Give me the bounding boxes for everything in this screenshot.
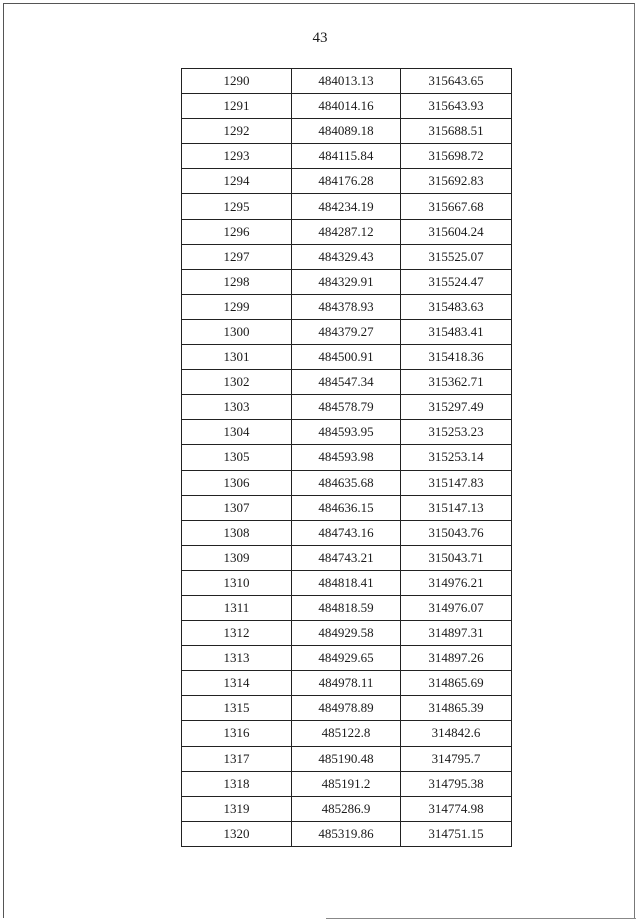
y-coordinate-cell: 314897.26: [401, 646, 512, 671]
point-number-cell: 1311: [182, 595, 292, 620]
x-coordinate-cell: 484379.27: [292, 319, 401, 344]
y-coordinate-cell: 314865.69: [401, 671, 512, 696]
y-coordinate-cell: 315362.71: [401, 370, 512, 395]
x-coordinate-cell: 484743.21: [292, 545, 401, 570]
point-number-cell: 1317: [182, 746, 292, 771]
y-coordinate-cell: 315043.71: [401, 545, 512, 570]
x-coordinate-cell: 484500.91: [292, 345, 401, 370]
y-coordinate-cell: 315418.36: [401, 345, 512, 370]
table-row: [182, 395, 512, 420]
x-coordinate-cell: 484635.68: [292, 470, 401, 495]
bottom-edge-line: [326, 918, 636, 919]
y-coordinate-cell: 315043.76: [401, 520, 512, 545]
y-coordinate-cell: 314751.15: [401, 821, 512, 846]
point-number-cell: 1312: [182, 621, 292, 646]
table-row: [182, 194, 512, 219]
x-coordinate-cell: 484013.13: [292, 69, 401, 94]
table-row: [182, 94, 512, 119]
y-coordinate-cell: 315604.24: [401, 219, 512, 244]
point-number-cell: 1299: [182, 294, 292, 319]
point-number-cell: 1300: [182, 319, 292, 344]
y-coordinate-cell: 314897.31: [401, 621, 512, 646]
point-number-cell: 1319: [182, 796, 292, 821]
point-number-cell: 1291: [182, 94, 292, 119]
point-number-cell: 1306: [182, 470, 292, 495]
point-number-cell: 1314: [182, 671, 292, 696]
point-number-cell: 1298: [182, 269, 292, 294]
table-row: [182, 319, 512, 344]
x-coordinate-cell: 484234.19: [292, 194, 401, 219]
table-row: [182, 69, 512, 94]
x-coordinate-cell: 484176.28: [292, 169, 401, 194]
y-coordinate-cell: 315297.49: [401, 395, 512, 420]
point-number-cell: 1320: [182, 821, 292, 846]
table-row: [182, 294, 512, 319]
y-coordinate-cell: 314795.7: [401, 746, 512, 771]
page-number: 43: [312, 30, 328, 46]
point-number-cell: 1310: [182, 570, 292, 595]
x-coordinate-cell: 485190.48: [292, 746, 401, 771]
point-number-cell: 1318: [182, 771, 292, 796]
table-row: [182, 144, 512, 169]
table-row: [182, 671, 512, 696]
point-number-cell: 1305: [182, 445, 292, 470]
y-coordinate-cell: 314976.07: [401, 595, 512, 620]
table-row: [182, 595, 512, 620]
point-number-cell: 1316: [182, 721, 292, 746]
x-coordinate-cell: 484329.43: [292, 244, 401, 269]
table-row: [182, 796, 512, 821]
point-number-cell: 1301: [182, 345, 292, 370]
point-number-cell: 1313: [182, 646, 292, 671]
y-coordinate-cell: 315253.23: [401, 420, 512, 445]
y-coordinate-cell: 315667.68: [401, 194, 512, 219]
table-row: [182, 345, 512, 370]
x-coordinate-cell: 484378.93: [292, 294, 401, 319]
table-row: [182, 821, 512, 846]
y-coordinate-cell: 315253.14: [401, 445, 512, 470]
point-number-cell: 1315: [182, 696, 292, 721]
x-coordinate-cell: 484115.84: [292, 144, 401, 169]
table-row: [182, 771, 512, 796]
x-coordinate-cell: 484014.16: [292, 94, 401, 119]
table-row: [182, 746, 512, 771]
table-row: [182, 495, 512, 520]
x-coordinate-cell: 484089.18: [292, 119, 401, 144]
y-coordinate-cell: 315643.93: [401, 94, 512, 119]
point-number-cell: 1303: [182, 395, 292, 420]
y-coordinate-cell: 315524.47: [401, 269, 512, 294]
point-number-cell: 1293: [182, 144, 292, 169]
x-coordinate-cell: 484929.58: [292, 621, 401, 646]
table-row: [182, 169, 512, 194]
x-coordinate-cell: 485122.8: [292, 721, 401, 746]
x-coordinate-cell: 484329.91: [292, 269, 401, 294]
y-coordinate-cell: 314842.6: [401, 721, 512, 746]
point-number-cell: 1308: [182, 520, 292, 545]
y-coordinate-cell: 315147.13: [401, 495, 512, 520]
coordinates-table-body: [182, 69, 512, 847]
x-coordinate-cell: 485319.86: [292, 821, 401, 846]
x-coordinate-cell: 484818.59: [292, 595, 401, 620]
x-coordinate-cell: 484978.11: [292, 671, 401, 696]
point-number-cell: 1297: [182, 244, 292, 269]
x-coordinate-cell: 484578.79: [292, 395, 401, 420]
table-row: [182, 269, 512, 294]
x-coordinate-cell: 485286.9: [292, 796, 401, 821]
x-coordinate-cell: 484636.15: [292, 495, 401, 520]
x-coordinate-cell: 484978.89: [292, 696, 401, 721]
point-number-cell: 1302: [182, 370, 292, 395]
x-coordinate-cell: 484287.12: [292, 219, 401, 244]
point-number-cell: 1309: [182, 545, 292, 570]
y-coordinate-cell: 315643.65: [401, 69, 512, 94]
x-coordinate-cell: 484593.95: [292, 420, 401, 445]
point-number-cell: 1290: [182, 69, 292, 94]
y-coordinate-cell: 315698.72: [401, 144, 512, 169]
table-row: [182, 520, 512, 545]
table-row: [182, 244, 512, 269]
table-row: [182, 370, 512, 395]
x-coordinate-cell: 484818.41: [292, 570, 401, 595]
table-row: [182, 621, 512, 646]
x-coordinate-cell: 484743.16: [292, 520, 401, 545]
table-row: [182, 119, 512, 144]
table-row: [182, 420, 512, 445]
y-coordinate-cell: 315483.63: [401, 294, 512, 319]
point-number-cell: 1295: [182, 194, 292, 219]
point-number-cell: 1294: [182, 169, 292, 194]
y-coordinate-cell: 314795.38: [401, 771, 512, 796]
x-coordinate-cell: 485191.2: [292, 771, 401, 796]
table-row: [182, 445, 512, 470]
point-number-cell: 1304: [182, 420, 292, 445]
y-coordinate-cell: 315525.07: [401, 244, 512, 269]
y-coordinate-cell: 315147.83: [401, 470, 512, 495]
y-coordinate-cell: 314865.39: [401, 696, 512, 721]
point-number-cell: 1292: [182, 119, 292, 144]
x-coordinate-cell: 484593.98: [292, 445, 401, 470]
y-coordinate-cell: 315688.51: [401, 119, 512, 144]
y-coordinate-cell: 315483.41: [401, 319, 512, 344]
table-row: [182, 646, 512, 671]
table-row: [182, 470, 512, 495]
point-number-cell: 1307: [182, 495, 292, 520]
y-coordinate-cell: 314976.21: [401, 570, 512, 595]
table-row: [182, 219, 512, 244]
table-row: [182, 721, 512, 746]
coordinates-table: [181, 68, 512, 847]
table-row: [182, 696, 512, 721]
x-coordinate-cell: 484929.65: [292, 646, 401, 671]
x-coordinate-cell: 484547.34: [292, 370, 401, 395]
table-row: [182, 570, 512, 595]
y-coordinate-cell: 315692.83: [401, 169, 512, 194]
table-row: [182, 545, 512, 570]
y-coordinate-cell: 314774.98: [401, 796, 512, 821]
point-number-cell: 1296: [182, 219, 292, 244]
